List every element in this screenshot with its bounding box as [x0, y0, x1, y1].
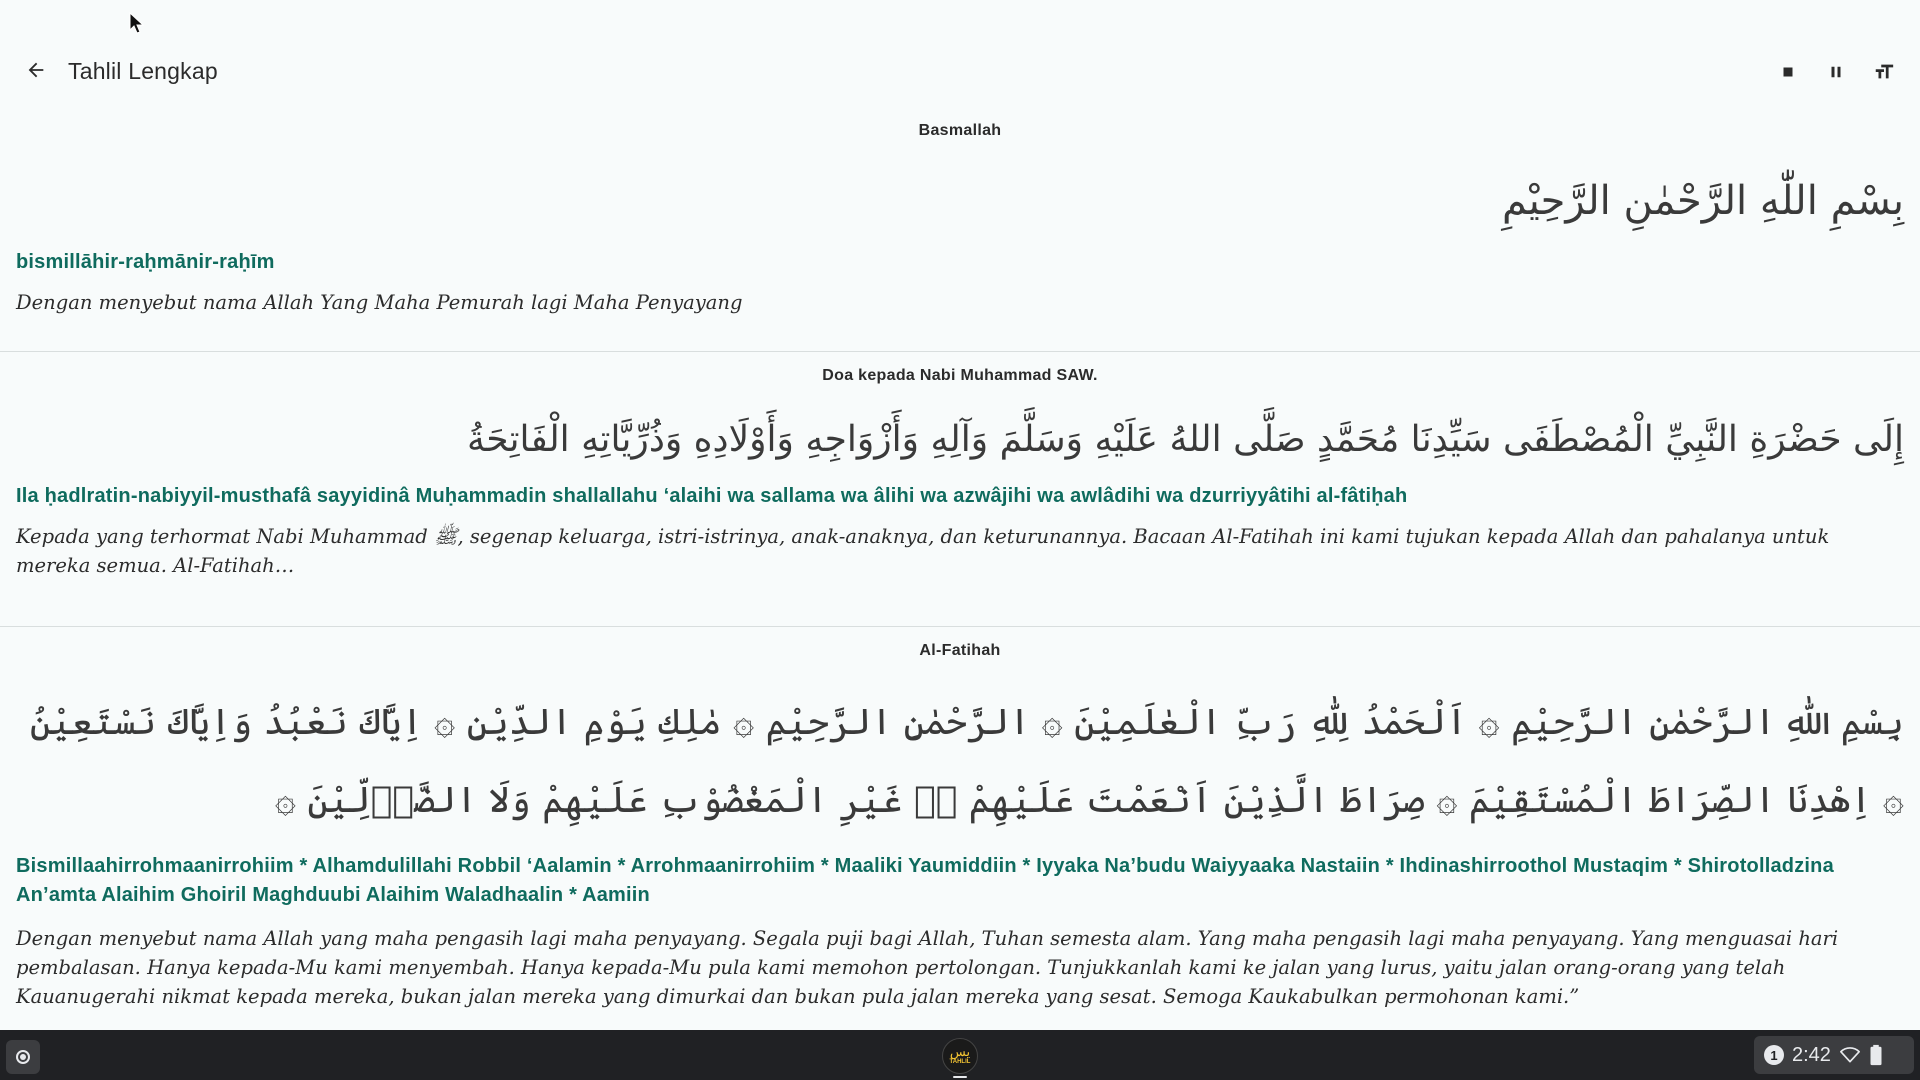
translation-text: Kepada yang terhormat Nabi Muhammad ﷺ, segenap keluarga, istri-istrinya, anak-anaknya, dan keturunannya. Bacaan Al-Fatihah ini kami tujukan kepada Allah dan pahalanya untuk mereka semua. Al-Fatihah…: [16, 525, 1830, 577]
latin-transliteration: bismillāhir-raḥmānir-raḥīm: [16, 251, 275, 273]
text-size-icon: [1873, 61, 1895, 83]
section-title: Doa kepada Nabi Muhammad SAW.: [822, 367, 1098, 384]
clock: 2:42: [1792, 1043, 1831, 1066]
text-size-button[interactable]: [1866, 56, 1902, 88]
stop-button[interactable]: [1770, 56, 1806, 88]
top-app-bar: [0, 40, 1920, 108]
wifi-icon: [1839, 1045, 1861, 1065]
arabic-text: بِسْمِ اللّٰهِ الرَّحْمٰنِ الرَّحِيْمِ ۞ اَلْحَمْدُ لِلّٰهِ رَبِّ الْعٰلَمِيْنَ ۞ الرَّحْمٰنِ الرَّحِيْمِ ۞ مٰلِكِ يَوْمِ الدِّيْنِ ۞ اِيَّاكَ نَعْبُدُ وَاِيَّاكَ نَسْتَعِيْنُ ۞ اِهْدِنَا الصِّرَاطَ الْمُسْتَقِيْمَ ۞ صِرَاطَ الَّذِيْنَ اَنْعَمْتَ عَلَيْهِمْ ەۙ غَيْرِ الْمَغْضُوْبِ عَلَيْهِمْ وَلَا الضَّاۤلِّيْنَ ۞: [29, 702, 1904, 821]
system-shelf: [0, 1030, 1920, 1080]
launcher-button[interactable]: [6, 1040, 40, 1074]
app-icon-label: TAHLIL: [949, 1059, 971, 1065]
latin-transliteration: Bismillaahirrohmaanirrohiim * Alhamdulillahi Robbil ‘Aalamin * Arrohmaanirrohiim * Maaliki Yaumiddiin * Iyyaka Na’budu Waiyyaaka Nastaiin * Ihdinashirroothol Mustaqim * Shirotolladzina An’amta Alaihim Ghoiril Maghduubi Alaihim Waladhaalin * Aamiin: [16, 855, 1834, 906]
section-doa-nabi: [0, 352, 1920, 627]
stop-icon: [1779, 63, 1797, 81]
latin-transliteration: Ila ḥadlratin-nabiyyil-musthafâ sayyidinâ Muḥammadin shallallahu ‘alaihi wa sallama wa âlihi wa azwâjihi wa awlâdihi wa dzurriyyâtihi al-fâtiḥah: [16, 485, 1408, 507]
arabic-text: بِسْمِ اللّٰهِ الرَّحْمٰنِ الرَّحِيْمِ: [1501, 178, 1904, 224]
section-basmallah: [0, 112, 1920, 352]
tahlil-app-icon[interactable]: [942, 1038, 978, 1074]
arabic-text: إِلَى حَضْرَةِ النَّبِيِّ الْمُصْطَفَى سَيِّدِنَا مُحَمَّدٍ صَلَّى اللهُ عَلَيْهِ وَسَلَّمَ وَآلِهِ وَأَزْوَاجِهِ وَأَوْلَادِهِ وَذُرِّيَّاتِهِ الْفَاتِحَةُ: [466, 419, 1904, 460]
arrow-left-icon: [25, 59, 47, 81]
pause-button[interactable]: [1818, 56, 1854, 88]
section-al-fatihah: [0, 627, 1920, 1030]
app-icon-glyph: يس: [949, 1045, 971, 1060]
translation-text: Dengan menyebut nama Allah yang maha pengasih lagi maha penyayang. Segala puji bagi Allah, Tuhan semesta alam. Yang maha pengasih lagi maha penyayang. Yang menguasai hari pembalasan. Hanya kepada-Mu kami menyembah. Hanya kepada-Mu pula kami memohon pertolongan. Tunjukkanlah kami ke jalan yang lurus, yaitu jalan orang-orang yang telah Kauanugerahi nikmat kepada mereka, bukan jalan mereka yang dimurkai dan bukan pula jalan mereka yang sesat. Semoga Kaukabulkan permohonan kami.”: [16, 927, 1839, 1008]
launcher-icon: [16, 1050, 30, 1064]
status-tray[interactable]: [1754, 1036, 1914, 1074]
translation-text: Dengan menyebut nama Allah Yang Maha Pemurah lagi Maha Penyayang: [16, 291, 743, 314]
notification-count-badge: 1: [1764, 1045, 1784, 1065]
toolbar-actions: [1770, 56, 1902, 88]
back-button[interactable]: [20, 54, 52, 86]
active-app-indicator: [953, 1076, 967, 1078]
battery-icon: [1869, 1044, 1883, 1066]
section-title: Basmallah: [918, 122, 1002, 139]
tahlil-content-list[interactable]: [0, 112, 1920, 1030]
pause-icon: [1827, 63, 1845, 81]
mouse-cursor-icon: [128, 12, 146, 34]
section-title: Al-Fatihah: [919, 642, 1001, 659]
page-title: Tahlil Lengkap: [68, 58, 218, 84]
